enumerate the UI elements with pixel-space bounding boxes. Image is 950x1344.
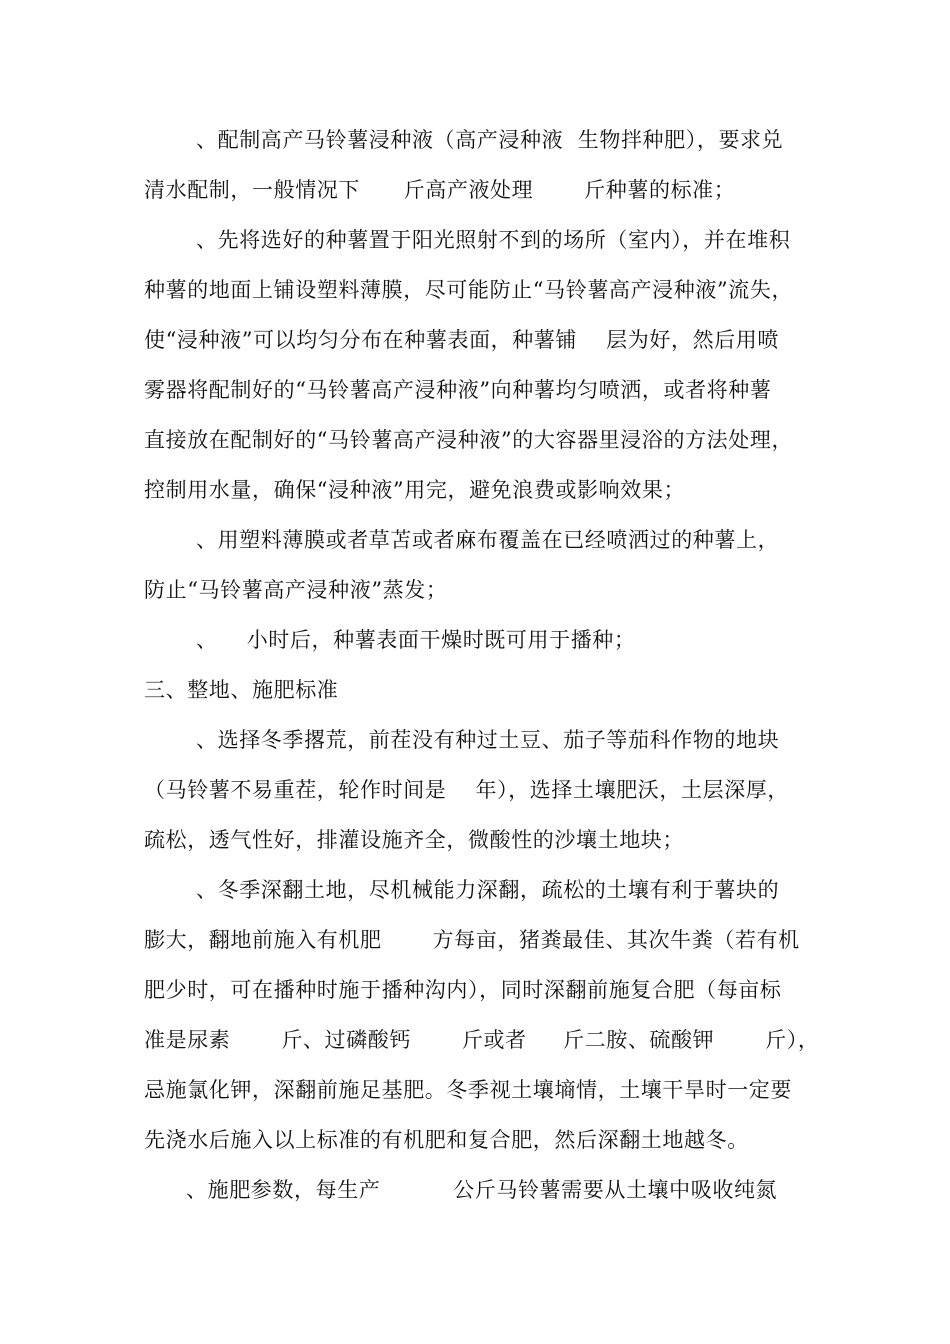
text-line: 膨大，翻地前施入有机肥 方每亩，猪粪最佳、其次牛粪（若有机 — [144, 928, 800, 952]
text-line: 忌施氯化钾，深翻前施足基肥。冬季视土壤墒情，土壤干旱时一定要 — [144, 1078, 792, 1102]
text-line: 、配制高产马铃薯浸种液（高产浸种液 生物拌种肥），要求兑 — [196, 128, 784, 152]
text-line: 、先将选好的种薯置于阳光照射不到的场所（室内），并在堆积 — [196, 228, 791, 252]
text-line: 控制用水量，确保“浸种液”用完，避免浪费或影响效果； — [144, 478, 686, 502]
text-line: 、冬季深翻土地，尽机械能力深翻，疏松的土壤有利于薯块的 — [196, 878, 780, 902]
text-line: 雾器将配制好的“马铃薯高产浸种液”向种薯均匀喷洒，或者将种薯 — [144, 378, 772, 402]
section-heading: 三、整地、施肥标准 — [144, 678, 339, 702]
text-line: 使“浸种液”可以均匀分布在种薯表面，种薯铺 层为好，然后用喷 — [144, 328, 779, 352]
text-line: （马铃薯不易重茬，轮作时间是 年），选择土壤肥沃，土层深厚， — [144, 778, 789, 802]
text-line: 肥少时，可在播种时施于播种沟内），同时深翻前施复合肥（每亩标 — [144, 978, 782, 1002]
text-line: 疏松，透气性好，排灌设施齐全，微酸性的沙壤土地块； — [144, 828, 684, 852]
text-line: 、用塑料薄膜或者草苫或者麻布覆盖在已经喷洒过的种薯上， — [196, 528, 780, 552]
text-line: 防止“马铃薯高产浸种液”蒸发； — [144, 578, 448, 602]
text-line: 直接放在配制好的“马铃薯高产浸种液”的大容器里浸浴的方法处理， — [144, 428, 794, 452]
text-line: 先浇水后施入以上标准的有机肥和复合肥，然后深翻土地越冬。 — [144, 1128, 749, 1152]
text-line: 种薯的地面上铺设塑料薄膜，尽可能防止“马铃薯高产浸种液”流失， — [144, 278, 794, 302]
text-line: 、 小时后，种薯表面干燥时既可用于播种； — [196, 628, 636, 652]
text-line: 、施肥参数，每生产 公斤马铃薯需要从土壤中吸收纯氮 — [186, 1178, 778, 1202]
text-line: 、选择冬季撂荒，前茬没有种过土豆、茄子等茄科作物的地块 — [196, 728, 780, 752]
text-line: 清水配制，一般情况下 斤高产液处理 斤种薯的标准； — [144, 178, 736, 202]
text-line: 准是尿素 斤、过磷酸钙 斤或者 斤二胺、硫酸钾 斤）， — [144, 1028, 820, 1052]
